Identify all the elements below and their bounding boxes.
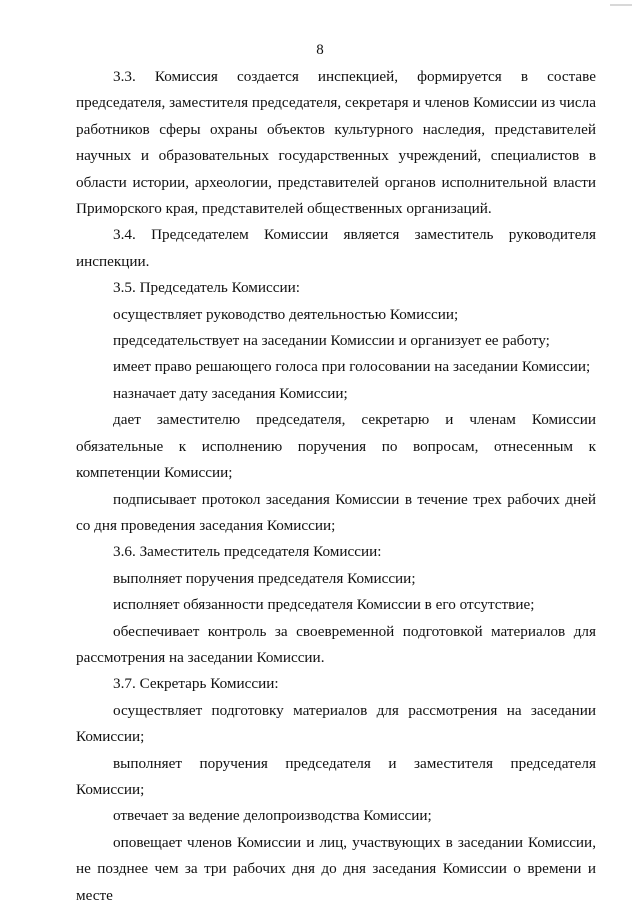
page-number: 8 xyxy=(316,42,324,58)
paragraph-3-7-heading: 3.7. Секретарь Комиссии: xyxy=(113,675,279,693)
list-item: выполняет поручения председателя Комиссии; xyxy=(113,569,416,587)
list-item: оповещает членов Комиссии и лиц, участвующих в заседании Комиссии, не позднее чем за три рабочих дня до дня заседания Комиссии о времени и месте xyxy=(76,833,596,904)
list-item: имеет право решающего голоса при голосовании на заседании Комиссии; xyxy=(113,358,591,376)
paragraph-3-3: 3.3. Комиссия создается инспекцией, формируется в составе председателя, заместителя председателя, секретаря и членов Комиссии из числа работников сферы охраны объектов культурного наследия, представителей научных и образовательных государственных учреждений, специалистов в области истории, археологии, представителей органов исполнительной власти Приморского края, представителей общественных организаций. xyxy=(76,68,596,218)
paragraph-3-4: 3.4. Председателем Комиссии является заместитель руководителя инспекции. xyxy=(76,226,596,270)
list-item: подписывает протокол заседания Комиссии в течение трех рабочих дней со дня проведения заседания Комиссии; xyxy=(76,490,596,534)
list-item: обеспечивает контроль за своевременной подготовкой материалов для рассмотрения на заседании Комиссии. xyxy=(76,622,596,666)
list-item: отвечает за ведение делопроизводства Комиссии; xyxy=(113,807,432,825)
list-item: дает заместителю председателя, секретарю и членам Комиссии обязательные к исполнению поручения по вопросам, отнесенным к компетенции Комиссии; xyxy=(76,411,596,482)
paragraph-3-5-heading: 3.5. Председатель Комиссии: xyxy=(113,279,301,297)
list-item: выполняет поручения председателя и заместителя председателя Комиссии; xyxy=(76,754,596,798)
paragraph-3-6-heading: 3.6. Заместитель председателя Комиссии: xyxy=(113,543,382,561)
document-body xyxy=(76,64,596,909)
scan-corner-mark xyxy=(610,4,632,6)
list-item: председательствует на заседании Комиссии и организует ее работу; xyxy=(113,332,550,350)
list-item: осуществляет руководство деятельностью Комиссии; xyxy=(113,305,459,323)
list-item: назначает дату заседания Комиссии; xyxy=(113,384,348,402)
list-item: осуществляет подготовку материалов для рассмотрения на заседании Комиссии; xyxy=(76,701,596,746)
list-item: исполняет обязанности председателя Комиссии в его отсутствие; xyxy=(113,596,535,614)
